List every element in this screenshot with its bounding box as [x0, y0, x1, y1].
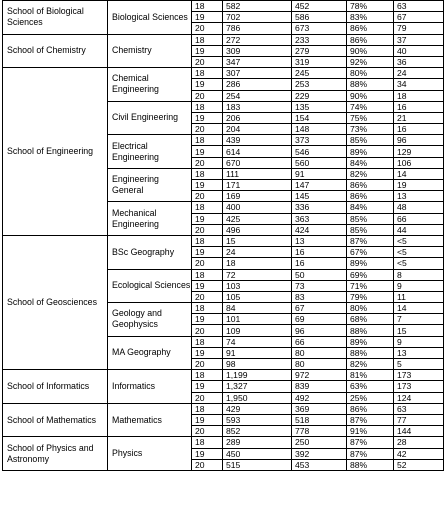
offers-cell: 369	[292, 403, 347, 414]
offers-cell: 453	[292, 459, 347, 470]
offer-rate-cell: 85%	[347, 135, 394, 146]
table-row	[3, 34, 444, 45]
applications-cell: 309	[223, 45, 292, 56]
offer-rate-cell: 86%	[347, 403, 394, 414]
year-cell: 18	[192, 336, 223, 347]
offers-cell: 492	[292, 392, 347, 403]
offers-cell: 319	[292, 56, 347, 67]
offers-cell: 586	[292, 12, 347, 23]
subject-name-cell: Chemistry	[108, 34, 192, 68]
admissions-table	[2, 0, 444, 471]
offer-rate-cell: 89%	[347, 146, 394, 157]
entrants-cell: 42	[394, 448, 444, 459]
offer-rate-cell: 87%	[347, 448, 394, 459]
offer-rate-cell: 85%	[347, 213, 394, 224]
offer-rate-cell: 68%	[347, 314, 394, 325]
year-cell: 18	[192, 235, 223, 246]
offer-rate-cell: 79%	[347, 291, 394, 302]
applications-cell: 74	[223, 336, 292, 347]
year-cell: 20	[192, 23, 223, 34]
subject-name-cell: Mechanical Engineering	[108, 202, 192, 236]
offer-rate-cell: 67%	[347, 247, 394, 258]
school-name-cell: School of Chemistry	[3, 34, 108, 68]
entrants-cell: 13	[394, 191, 444, 202]
entrants-cell: <5	[394, 247, 444, 258]
year-cell: 20	[192, 325, 223, 336]
offer-rate-cell: 86%	[347, 23, 394, 34]
entrants-cell: 21	[394, 112, 444, 123]
entrants-cell: 40	[394, 45, 444, 56]
entrants-cell: 106	[394, 157, 444, 168]
entrants-cell: 48	[394, 202, 444, 213]
applications-cell: 24	[223, 247, 292, 258]
year-cell: 20	[192, 359, 223, 370]
offers-cell: 253	[292, 79, 347, 90]
offer-rate-cell: 91%	[347, 426, 394, 437]
applications-cell: 103	[223, 280, 292, 291]
offer-rate-cell: 88%	[347, 79, 394, 90]
year-cell: 19	[192, 79, 223, 90]
offers-cell: 96	[292, 325, 347, 336]
offers-cell: 972	[292, 370, 347, 381]
offers-cell: 546	[292, 146, 347, 157]
year-cell: 19	[192, 146, 223, 157]
year-cell: 18	[192, 168, 223, 179]
year-cell: 19	[192, 180, 223, 191]
subject-name-cell: Geology and Geophysics	[108, 303, 192, 337]
entrants-cell: 124	[394, 392, 444, 403]
offers-cell: 80	[292, 347, 347, 358]
applications-cell: 72	[223, 269, 292, 280]
year-cell: 18	[192, 34, 223, 45]
applications-cell: 307	[223, 68, 292, 79]
entrants-cell: 44	[394, 224, 444, 235]
entrants-cell: 52	[394, 459, 444, 470]
applications-cell: 272	[223, 34, 292, 45]
offer-rate-cell: 87%	[347, 437, 394, 448]
entrants-cell: 36	[394, 56, 444, 67]
offer-rate-cell: 89%	[347, 336, 394, 347]
entrants-cell: 8	[394, 269, 444, 280]
year-cell: 20	[192, 124, 223, 135]
entrants-cell: 18	[394, 90, 444, 101]
year-cell: 20	[192, 90, 223, 101]
offer-rate-cell: 84%	[347, 202, 394, 213]
applications-cell: 1,950	[223, 392, 292, 403]
entrants-cell: 77	[394, 414, 444, 425]
offer-rate-cell: 75%	[347, 112, 394, 123]
subject-name-cell: Biological Sciences	[108, 1, 192, 35]
applications-cell: 347	[223, 56, 292, 67]
offers-cell: 154	[292, 112, 347, 123]
applications-cell: 593	[223, 414, 292, 425]
offer-rate-cell: 88%	[347, 459, 394, 470]
offer-rate-cell: 25%	[347, 392, 394, 403]
offer-rate-cell: 78%	[347, 1, 394, 12]
offer-rate-cell: 89%	[347, 258, 394, 269]
offer-rate-cell: 82%	[347, 359, 394, 370]
offer-rate-cell: 80%	[347, 303, 394, 314]
offers-cell: 16	[292, 258, 347, 269]
offer-rate-cell: 90%	[347, 90, 394, 101]
year-cell: 19	[192, 414, 223, 425]
entrants-cell: 16	[394, 124, 444, 135]
applications-cell: 614	[223, 146, 292, 157]
year-cell: 20	[192, 56, 223, 67]
entrants-cell: 5	[394, 359, 444, 370]
applications-cell: 496	[223, 224, 292, 235]
entrants-cell: 66	[394, 213, 444, 224]
subject-name-cell: Mathematics	[108, 403, 192, 437]
offer-rate-cell: 86%	[347, 34, 394, 45]
offers-cell: 229	[292, 90, 347, 101]
subject-name-cell: Electrical Engineering	[108, 135, 192, 169]
school-name-cell: School of Physics and Astronomy	[3, 437, 108, 471]
offers-cell: 336	[292, 202, 347, 213]
year-cell: 19	[192, 247, 223, 258]
offer-rate-cell: 74%	[347, 101, 394, 112]
subject-name-cell: Ecological Sciences	[108, 269, 192, 303]
year-cell: 19	[192, 280, 223, 291]
year-cell: 19	[192, 112, 223, 123]
entrants-cell: 37	[394, 34, 444, 45]
applications-cell: 852	[223, 426, 292, 437]
offers-cell: 363	[292, 213, 347, 224]
year-cell: 19	[192, 448, 223, 459]
entrants-cell: <5	[394, 235, 444, 246]
applications-cell: 206	[223, 112, 292, 123]
offer-rate-cell: 87%	[347, 414, 394, 425]
entrants-cell: 129	[394, 146, 444, 157]
applications-cell: 204	[223, 124, 292, 135]
year-cell: 18	[192, 269, 223, 280]
offer-rate-cell: 81%	[347, 370, 394, 381]
offer-rate-cell: 82%	[347, 168, 394, 179]
offer-rate-cell: 85%	[347, 224, 394, 235]
year-cell: 18	[192, 101, 223, 112]
year-cell: 19	[192, 213, 223, 224]
entrants-cell: 24	[394, 68, 444, 79]
offer-rate-cell: 92%	[347, 56, 394, 67]
applications-cell: 183	[223, 101, 292, 112]
school-name-cell: School of Biological Sciences	[3, 1, 108, 35]
table-row	[3, 68, 444, 79]
offers-cell: 778	[292, 426, 347, 437]
offers-cell: 392	[292, 448, 347, 459]
year-cell: 20	[192, 426, 223, 437]
offers-cell: 145	[292, 191, 347, 202]
applications-cell: 105	[223, 291, 292, 302]
year-cell: 19	[192, 381, 223, 392]
applications-cell: 111	[223, 168, 292, 179]
offers-cell: 373	[292, 135, 347, 146]
offers-cell: 147	[292, 180, 347, 191]
applications-cell: 254	[223, 90, 292, 101]
entrants-cell: 63	[394, 1, 444, 12]
entrants-cell: 79	[394, 23, 444, 34]
year-cell: 18	[192, 135, 223, 146]
entrants-cell: <5	[394, 258, 444, 269]
year-cell: 20	[192, 392, 223, 403]
table-row	[3, 403, 444, 414]
applications-cell: 15	[223, 235, 292, 246]
applications-cell: 670	[223, 157, 292, 168]
table-row	[3, 437, 444, 448]
year-cell: 18	[192, 303, 223, 314]
subject-name-cell: MA Geography	[108, 336, 192, 370]
year-cell: 20	[192, 459, 223, 470]
offer-rate-cell: 69%	[347, 269, 394, 280]
offers-cell: 250	[292, 437, 347, 448]
entrants-cell: 9	[394, 336, 444, 347]
applications-cell: 289	[223, 437, 292, 448]
year-cell: 20	[192, 224, 223, 235]
entrants-cell: 16	[394, 101, 444, 112]
applications-cell: 101	[223, 314, 292, 325]
year-cell: 18	[192, 202, 223, 213]
applications-cell: 1,327	[223, 381, 292, 392]
year-cell: 19	[192, 12, 223, 23]
year-cell: 20	[192, 258, 223, 269]
year-cell: 19	[192, 314, 223, 325]
applications-cell: 786	[223, 23, 292, 34]
year-cell: 18	[192, 1, 223, 12]
offer-rate-cell: 90%	[347, 45, 394, 56]
entrants-cell: 173	[394, 381, 444, 392]
entrants-cell: 11	[394, 291, 444, 302]
offers-cell: 673	[292, 23, 347, 34]
applications-cell: 515	[223, 459, 292, 470]
entrants-cell: 63	[394, 403, 444, 414]
offers-cell: 135	[292, 101, 347, 112]
applications-cell: 84	[223, 303, 292, 314]
table-row	[3, 235, 444, 246]
offers-cell: 424	[292, 224, 347, 235]
offers-cell: 67	[292, 303, 347, 314]
applications-cell: 425	[223, 213, 292, 224]
offers-cell: 66	[292, 336, 347, 347]
offers-cell: 233	[292, 34, 347, 45]
applications-cell: 98	[223, 359, 292, 370]
year-cell: 20	[192, 191, 223, 202]
entrants-cell: 173	[394, 370, 444, 381]
year-cell: 20	[192, 291, 223, 302]
offers-cell: 50	[292, 269, 347, 280]
entrants-cell: 13	[394, 347, 444, 358]
applications-cell: 1,199	[223, 370, 292, 381]
applications-cell: 429	[223, 403, 292, 414]
offers-cell: 16	[292, 247, 347, 258]
offer-rate-cell: 88%	[347, 347, 394, 358]
applications-cell: 439	[223, 135, 292, 146]
year-cell: 19	[192, 347, 223, 358]
year-cell: 18	[192, 370, 223, 381]
offer-rate-cell: 80%	[347, 68, 394, 79]
offers-cell: 839	[292, 381, 347, 392]
offers-cell: 80	[292, 359, 347, 370]
offers-cell: 279	[292, 45, 347, 56]
offers-cell: 560	[292, 157, 347, 168]
offers-cell: 69	[292, 314, 347, 325]
offers-cell: 452	[292, 1, 347, 12]
entrants-cell: 14	[394, 303, 444, 314]
offers-cell: 148	[292, 124, 347, 135]
entrants-cell: 34	[394, 79, 444, 90]
subject-name-cell: BSc Geography	[108, 235, 192, 269]
year-cell: 18	[192, 68, 223, 79]
year-cell: 20	[192, 157, 223, 168]
applications-cell: 400	[223, 202, 292, 213]
entrants-cell: 67	[394, 12, 444, 23]
offer-rate-cell: 88%	[347, 325, 394, 336]
offer-rate-cell: 86%	[347, 191, 394, 202]
offer-rate-cell: 63%	[347, 381, 394, 392]
applications-cell: 582	[223, 1, 292, 12]
offer-rate-cell: 86%	[347, 180, 394, 191]
table-row	[3, 370, 444, 381]
applications-cell: 702	[223, 12, 292, 23]
school-name-cell: School of Geosciences	[3, 235, 108, 369]
year-cell: 18	[192, 403, 223, 414]
offers-cell: 83	[292, 291, 347, 302]
applications-cell: 169	[223, 191, 292, 202]
offer-rate-cell: 83%	[347, 12, 394, 23]
subject-name-cell: Engineering General	[108, 168, 192, 202]
offer-rate-cell: 71%	[347, 280, 394, 291]
subject-name-cell: Informatics	[108, 370, 192, 404]
applications-cell: 109	[223, 325, 292, 336]
offers-cell: 518	[292, 414, 347, 425]
offers-cell: 91	[292, 168, 347, 179]
table-row	[3, 1, 444, 12]
entrants-cell: 14	[394, 168, 444, 179]
subject-name-cell: Chemical Engineering	[108, 68, 192, 102]
school-name-cell: School of Engineering	[3, 68, 108, 236]
entrants-cell: 144	[394, 426, 444, 437]
offer-rate-cell: 87%	[347, 235, 394, 246]
offer-rate-cell: 84%	[347, 157, 394, 168]
entrants-cell: 15	[394, 325, 444, 336]
subject-name-cell: Civil Engineering	[108, 101, 192, 135]
year-cell: 19	[192, 45, 223, 56]
entrants-cell: 7	[394, 314, 444, 325]
entrants-cell: 28	[394, 437, 444, 448]
year-cell: 18	[192, 437, 223, 448]
entrants-cell: 96	[394, 135, 444, 146]
offer-rate-cell: 73%	[347, 124, 394, 135]
school-name-cell: School of Informatics	[3, 370, 108, 404]
applications-cell: 171	[223, 180, 292, 191]
applications-cell: 18	[223, 258, 292, 269]
applications-cell: 450	[223, 448, 292, 459]
applications-cell: 91	[223, 347, 292, 358]
offers-cell: 13	[292, 235, 347, 246]
applications-cell: 286	[223, 79, 292, 90]
offers-cell: 73	[292, 280, 347, 291]
subject-name-cell: Physics	[108, 437, 192, 471]
entrants-cell: 9	[394, 280, 444, 291]
offers-cell: 245	[292, 68, 347, 79]
entrants-cell: 19	[394, 180, 444, 191]
school-name-cell: School of Mathematics	[3, 403, 108, 437]
